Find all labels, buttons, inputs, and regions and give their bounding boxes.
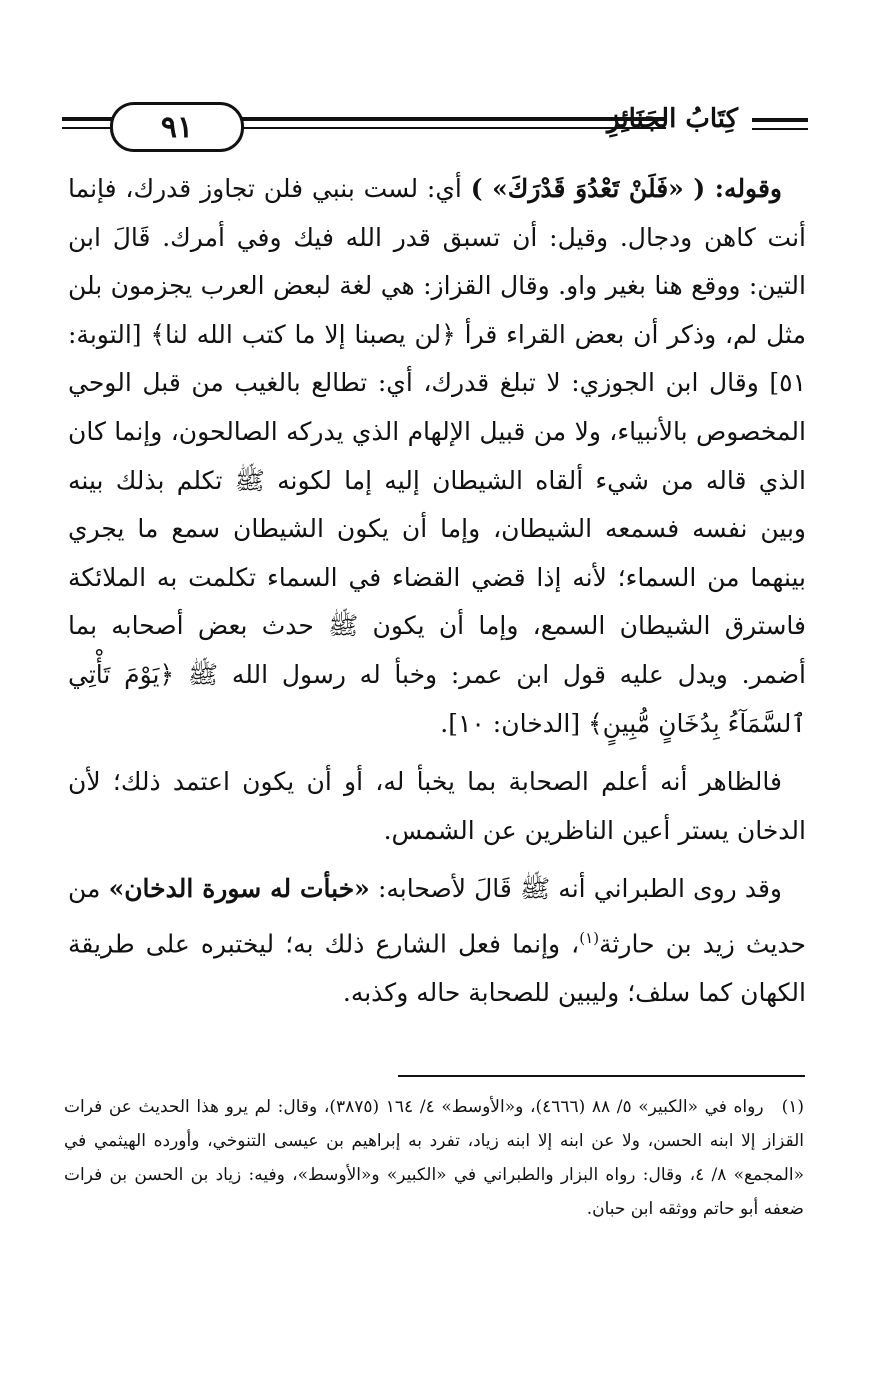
header-rule-middle [236, 117, 666, 121]
header-rule-left [62, 117, 114, 121]
paragraph-3-lead: وقد روى الطبراني أنه ﷺ قَالَ لأصحابه: [369, 874, 783, 904]
quoted-saying: «خبأت له سورة الدخان» [108, 874, 370, 904]
paragraph-3-rest: ، وإنما فعل الشارع ذلك به؛ ليختبره على طريقة الكهان كما سلف؛ وليبين للصحابة حاله وكذبه. [68, 929, 806, 1007]
paragraph-3 [68, 865, 806, 1017]
quoted-phrase: وقوله: ( «فَلَنْ تَعْدُوَ قَدْرَكَ» ) [470, 174, 782, 203]
page-number: ٩١ [110, 102, 244, 152]
footnote-reference[interactable]: (١) [579, 928, 600, 947]
header-rule-left-lower [62, 127, 114, 129]
footnote-item [64, 1090, 804, 1226]
page-header [62, 92, 808, 152]
footnote-text: رواه في «الكبير» ٥/ ٨٨ (٤٦٦٦)، و«الأوسط» ٤/ ١٦٤ (٣٨٧٥)، وقال: لم يرو هذا الحديث عن فرات القزاز إلا ابنه الحسن، ولا عن ابنه إلا ابنه زياد، تفرد به إبراهيم بن عيسى التنوخي، وأورده الهيثمي في «المجمع» ٨/ ٤، وقال: رواه البزار والطبراني في «الكبير» و«الأوسط»، وفيه: زياد بن الحسن بن فرات ضعفه أبو حاتم ووثقه ابن حبان. [64, 1097, 804, 1219]
paragraph-1 [68, 165, 806, 748]
paragraph-2: فالظاهر أنه أعلم الصحابة بما يخبأ له، أو أن يكون اعتمد ذلك؛ لأن الدخان يستر أعين الناظرين عن الشمس. [68, 767, 806, 845]
header-rule-middle-lower [236, 127, 666, 129]
footnotes-section [64, 1090, 804, 1226]
header-rule-right-lower [752, 128, 808, 130]
paragraph-3-mid: من حديث زيد بن حارثة [68, 874, 806, 959]
paragraph-1-text: أي: لست بنبي فلن تجاوز قدرك، فإنما أنت كاهن ودجال. وقيل: أن تسبق قدر الله فيك وفي أمرك. قَالَ ابن التين: ووقع هنا بغير واو. وقال القزاز: هي لغة لبعض العرب يجزمون بلن مثل لم، وذكر أن بعض القراء قرأ ﴿لن يصبنا إلا ما كتب الله لنا﴾ [التوبة: ٥١] وقال ابن الجوزي: لا تبلغ قدرك، أي: تطالع بالغيب من قبل الوحي المخصوص بالأنبياء، ولا من قبيل الإلهام الذي يدركه الصالحون، وإنما كان الذي قاله من شيء ألقاه الشيطان إليه إما لكونه ﷺ تكلم بذلك بينه وبين نفسه فسمعه الشيطان، وإما أن يكون الشيطان سمع ما يجري بينهما من السماء؛ لأنه إذا قضي القضاء في السماء تكلمت به الملائكة فاسترق الشيطان السمع، وإما أن يكون ﷺ حدث بعض أصحابه بما أضمر. ويدل عليه قول ابن عمر: وخبأ له رسول الله ﷺ ﴿يَوْمَ تَأْتِي ٱلسَّمَآءُ بِدُخَانٍ مُّبِينٍ﴾ [الدخان: ١٠]. [68, 174, 806, 738]
chapter-title: كِتَابُ الجَنَائِزِ [607, 104, 738, 134]
footnote-separator [398, 1075, 805, 1077]
header-rule-right [752, 118, 808, 122]
main-text [68, 165, 806, 1027]
footnote-marker: (١) [781, 1097, 804, 1117]
